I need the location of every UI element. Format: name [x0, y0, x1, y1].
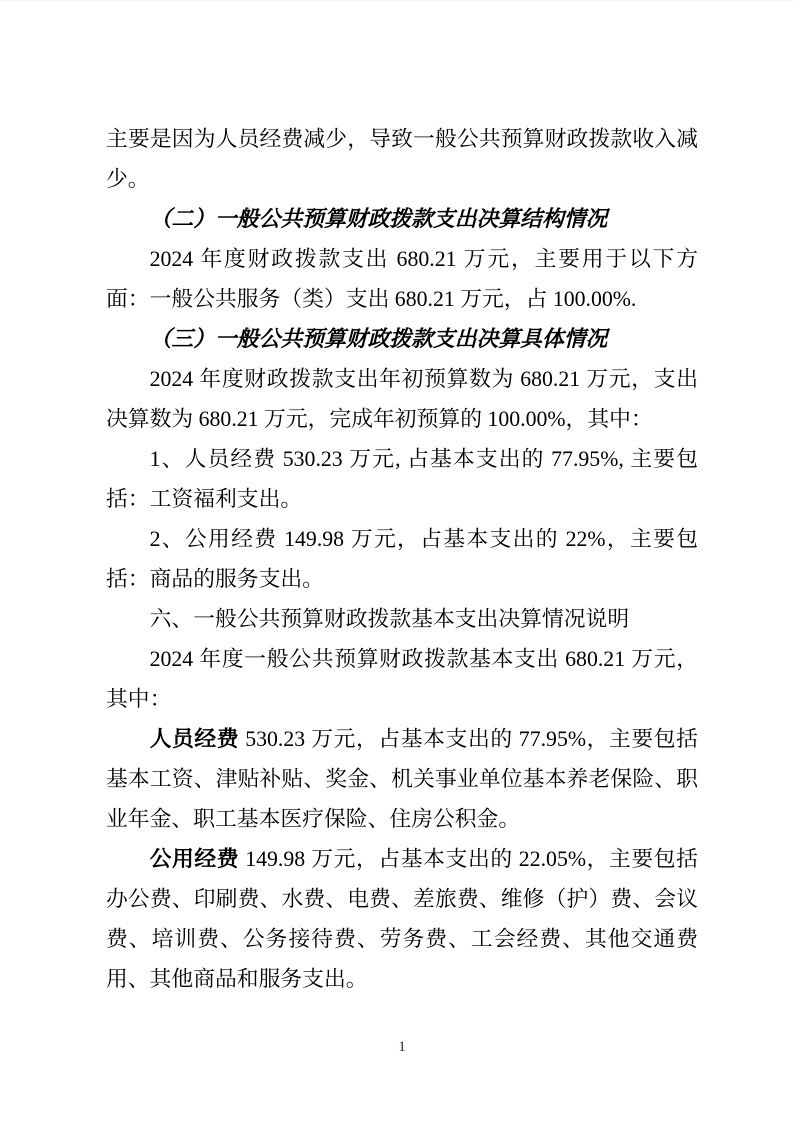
- paragraph-p8: [106, 599, 698, 639]
- bold-text-run: （三）一般公共预算财政拨款支出决算具体情况: [149, 327, 608, 351]
- text-run: 2024 年度财政拨款支出年初预算数为 680.21 万元，支出决算数为 680.21 万元，完成年初预算的 100.00%，其中：: [106, 367, 698, 431]
- document-content: [106, 119, 698, 999]
- bold-text-run: 人员经费: [149, 727, 240, 751]
- paragraph-p5: [106, 359, 698, 439]
- page-number: 1: [398, 1039, 406, 1055]
- bold-text-run: （二）一般公共预算财政拨款支出决算结构情况: [149, 207, 608, 231]
- paragraph-p6: [106, 439, 698, 519]
- bold-text-run: 公用经费: [149, 847, 240, 871]
- paragraph-p1: [106, 119, 698, 199]
- text-run: 530.23 万元，占基本支出的 77.95%，主要包括基本工资、津贴补贴、奖金、机关事业单位基本养老保险、职业年金、职工基本医疗保险、住房公积金。: [106, 727, 698, 831]
- page-footer: [106, 1037, 698, 1057]
- paragraph-p2: [106, 199, 698, 239]
- text-run: 六、一般公共预算财政拨款基本支出决算情况说明: [149, 607, 630, 631]
- paragraph-p10: [106, 719, 698, 839]
- paragraph-p9: [106, 639, 698, 719]
- paragraph-p3: [106, 239, 698, 319]
- text-run: 主要是因为人员经费减少，导致一般公共预算财政拨款收入减少。: [106, 127, 698, 191]
- text-run: 2、公用经费 149.98 万元，占基本支出的 22%，主要包括：商品的服务支出。: [106, 527, 698, 591]
- paragraph-p11: [106, 839, 698, 999]
- paragraph-p7: [106, 519, 698, 599]
- text-run: 2024 年度一般公共预算财政拨款基本支出 680.21 万元，其中：: [106, 647, 698, 711]
- text-run: 2024 年度财政拨款支出 680.21 万元，主要用于以下方面：一般公共服务（类）支出 680.21 万元，占 100.00%.: [106, 247, 698, 311]
- text-run: 1、人员经费 530.23 万元, 占基本支出的 77.95%, 主要包括：工资福利支出。: [106, 447, 698, 511]
- text-run: 149.98 万元，占基本支出的 22.05%，主要包括办公费、印刷费、水费、电费、差旅费、维修（护）费、会议费、培训费、公务接待费、劳务费、工会经费、其他交通费用、其他商品和服务支出。: [106, 847, 698, 991]
- paragraph-p4: [106, 319, 698, 359]
